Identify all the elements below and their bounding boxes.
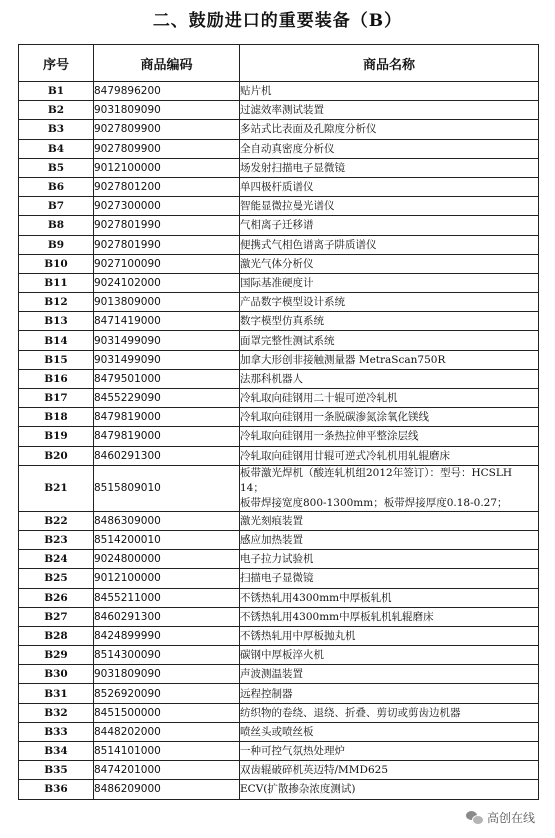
cell-code: 9027100090 bbox=[94, 254, 240, 273]
cell-name: 不锈热轧用4300mm中厚板轧机轧辊磨床 bbox=[240, 607, 539, 626]
cell-name-line: 板带激光焊机（酸连轧机组2012年签订）：型号：HCSLH 14； bbox=[240, 466, 512, 494]
cell-code: 9027809900 bbox=[94, 120, 240, 139]
cell-code: 8448202000 bbox=[94, 722, 240, 741]
table-row bbox=[19, 369, 539, 388]
cell-name: 扫描电子显微镜 bbox=[240, 569, 539, 588]
cell-seq: B2 bbox=[19, 101, 94, 120]
cell-seq: B9 bbox=[19, 235, 94, 254]
cell-code: 9012100000 bbox=[94, 569, 240, 588]
cell-name: 冷轧取向硅钢用一条脱碳渗氮涂氧化镁线 bbox=[240, 408, 539, 427]
table-row bbox=[19, 427, 539, 446]
cell-seq: B4 bbox=[19, 139, 94, 158]
cell-code: 8515809010 bbox=[94, 465, 240, 511]
cell-name: 感应加热装置 bbox=[240, 530, 539, 549]
cell-seq: B29 bbox=[19, 646, 94, 665]
cell-name: 数字模型仿真系统 bbox=[240, 312, 539, 331]
cell-name: 冷轧取向硅钢用二十辊可逆冷轧机 bbox=[240, 389, 539, 408]
cell-name-line: 板带焊接宽度800-1300mm；板带焊接厚度0.18-0.27； bbox=[240, 496, 508, 509]
table-row bbox=[19, 120, 539, 139]
cell-seq: B23 bbox=[19, 530, 94, 549]
cell-seq: B16 bbox=[19, 369, 94, 388]
table-row bbox=[19, 82, 539, 101]
cell-code: 8514101000 bbox=[94, 742, 240, 761]
table-row bbox=[19, 569, 539, 588]
cell-seq: B25 bbox=[19, 569, 94, 588]
cell-name: 场发射扫描电子显微镜 bbox=[240, 158, 539, 177]
table-row bbox=[19, 312, 539, 331]
table-row bbox=[19, 722, 539, 741]
table-header-row bbox=[19, 45, 539, 82]
cell-name: 激光气体分析仪 bbox=[240, 254, 539, 273]
cell-code: 8514300090 bbox=[94, 646, 240, 665]
cell-seq: B13 bbox=[19, 312, 94, 331]
cell-name: 法那科机器人 bbox=[240, 369, 539, 388]
cell-code: 9027809900 bbox=[94, 139, 240, 158]
table-row bbox=[19, 703, 539, 722]
cell-seq: B3 bbox=[19, 120, 94, 139]
table-row bbox=[19, 408, 539, 427]
cell-seq: B26 bbox=[19, 588, 94, 607]
cell-code: 8479819000 bbox=[94, 408, 240, 427]
table-row bbox=[19, 550, 539, 569]
cell-name: 贴片机 bbox=[240, 82, 539, 101]
cell-code: 8486209000 bbox=[94, 780, 240, 799]
cell-name: 声波测温装置 bbox=[240, 665, 539, 684]
cell-seq: B20 bbox=[19, 446, 94, 465]
cell-seq: B21 bbox=[19, 465, 94, 511]
cell-name: 冷轧取向硅钢用一条热拉伸平整涂层线 bbox=[240, 427, 539, 446]
table-row bbox=[19, 177, 539, 196]
cell-name: 碳钢中厚板淬火机 bbox=[240, 646, 539, 665]
cell-code: 9031499090 bbox=[94, 331, 240, 350]
cell-name: 多站式比表面及孔隙度分析仪 bbox=[240, 120, 539, 139]
table-row bbox=[19, 761, 539, 780]
table-row bbox=[19, 350, 539, 369]
cell-code: 8486309000 bbox=[94, 511, 240, 530]
cell-code: 9013809000 bbox=[94, 293, 240, 312]
cell-code: 8479819000 bbox=[94, 427, 240, 446]
cell-seq: B36 bbox=[19, 780, 94, 799]
equipment-table bbox=[18, 44, 539, 800]
watermark bbox=[466, 809, 535, 826]
cell-seq: B1 bbox=[19, 82, 94, 101]
table-row bbox=[19, 139, 539, 158]
cell-seq: B33 bbox=[19, 722, 94, 741]
table-row bbox=[19, 665, 539, 684]
cell-seq: B32 bbox=[19, 703, 94, 722]
table-row bbox=[19, 216, 539, 235]
header-code: 商品编码 bbox=[94, 45, 240, 82]
cell-code: 8471419000 bbox=[94, 312, 240, 331]
table-row bbox=[19, 646, 539, 665]
table-row bbox=[19, 254, 539, 273]
cell-seq: B19 bbox=[19, 427, 94, 446]
cell-name: 气相离子迁移谱 bbox=[240, 216, 539, 235]
cell-seq: B11 bbox=[19, 273, 94, 292]
cell-name: 一种可控气氛热处理炉 bbox=[240, 742, 539, 761]
cell-code: 9027801200 bbox=[94, 177, 240, 196]
cell-seq: B28 bbox=[19, 626, 94, 645]
cell-name: 远程控制器 bbox=[240, 684, 539, 703]
cell-seq: B24 bbox=[19, 550, 94, 569]
cell-seq: B18 bbox=[19, 408, 94, 427]
cell-name: 全自动真密度分析仪 bbox=[240, 139, 539, 158]
cell-code: 9012100000 bbox=[94, 158, 240, 177]
watermark-text: 高创在线 bbox=[486, 811, 535, 825]
table-row bbox=[19, 626, 539, 645]
cell-seq: B12 bbox=[19, 293, 94, 312]
cell-code: 9031499090 bbox=[94, 350, 240, 369]
table-row bbox=[19, 511, 539, 530]
cell-code: 8479501000 bbox=[94, 369, 240, 388]
cell-seq: B7 bbox=[19, 197, 94, 216]
cell-name: 智能显微拉曼光谱仪 bbox=[240, 197, 539, 216]
cell-seq: B17 bbox=[19, 389, 94, 408]
cell-seq: B22 bbox=[19, 511, 94, 530]
cell-name: 激光刻痕装置 bbox=[240, 511, 539, 530]
cell-name: ECV(扩散掺杂浓度测试) bbox=[240, 780, 539, 799]
table-row bbox=[19, 273, 539, 292]
page-title: 二、鼓励进口的重要装备（B） bbox=[152, 11, 403, 31]
table-row bbox=[19, 389, 539, 408]
cell-code: 8451500000 bbox=[94, 703, 240, 722]
cell-code: 9027300000 bbox=[94, 197, 240, 216]
cell-name: 电子拉力试验机 bbox=[240, 550, 539, 569]
cell-seq: B5 bbox=[19, 158, 94, 177]
cell-name: 不锈热轧用中厚板抛丸机 bbox=[240, 626, 539, 645]
cell-name bbox=[240, 465, 539, 511]
cell-name: 不锈热轧用4300mm中厚板轧机 bbox=[240, 588, 539, 607]
cell-code: 8479896200 bbox=[94, 82, 240, 101]
header-seq: 序号 bbox=[19, 45, 94, 82]
cell-code: 9024102000 bbox=[94, 273, 240, 292]
cell-name: 加拿大形创非接触测量器 MetraScan750R bbox=[240, 350, 539, 369]
table-row bbox=[19, 742, 539, 761]
cell-seq: B34 bbox=[19, 742, 94, 761]
cell-code: 9027801990 bbox=[94, 235, 240, 254]
cell-code: 9027801990 bbox=[94, 216, 240, 235]
cell-seq: B35 bbox=[19, 761, 94, 780]
cell-name: 国际基准硬度计 bbox=[240, 273, 539, 292]
cell-name: 冷轧取向硅钢用廿辊可逆式冷轧机用轧辊磨床 bbox=[240, 446, 539, 465]
cell-code: 9031809090 bbox=[94, 665, 240, 684]
cell-seq: B10 bbox=[19, 254, 94, 273]
cell-seq: B31 bbox=[19, 684, 94, 703]
table-row bbox=[19, 780, 539, 799]
cell-code: 8460291300 bbox=[94, 607, 240, 626]
table-body bbox=[19, 82, 539, 800]
cell-name: 纺织物的卷绕、退绕、折叠、剪切或剪齿边机器 bbox=[240, 703, 539, 722]
table-row bbox=[19, 293, 539, 312]
wechat-icon bbox=[466, 811, 482, 825]
cell-code: 8455211000 bbox=[94, 588, 240, 607]
cell-seq: B30 bbox=[19, 665, 94, 684]
cell-name: 便携式气相色谱离子阱质谱仪 bbox=[240, 235, 539, 254]
cell-name: 过滤效率测试装置 bbox=[240, 101, 539, 120]
cell-code: 8526920090 bbox=[94, 684, 240, 703]
table-row bbox=[19, 530, 539, 549]
cell-code: 8460291300 bbox=[94, 446, 240, 465]
cell-code: 8514200010 bbox=[94, 530, 240, 549]
cell-code: 8455229090 bbox=[94, 389, 240, 408]
cell-seq: B6 bbox=[19, 177, 94, 196]
table-row bbox=[19, 197, 539, 216]
cell-name: 产品数字模型设计系统 bbox=[240, 293, 539, 312]
cell-seq: B15 bbox=[19, 350, 94, 369]
cell-seq: B14 bbox=[19, 331, 94, 350]
cell-name: 单四极杆质谱仪 bbox=[240, 177, 539, 196]
table-row bbox=[19, 235, 539, 254]
table-row bbox=[19, 607, 539, 626]
cell-seq: B8 bbox=[19, 216, 94, 235]
table-row bbox=[19, 465, 539, 511]
table-row bbox=[19, 684, 539, 703]
cell-code: 9031809090 bbox=[94, 101, 240, 120]
table-row bbox=[19, 101, 539, 120]
cell-name: 喷丝头或喷丝板 bbox=[240, 722, 539, 741]
table-row bbox=[19, 331, 539, 350]
cell-code: 8474201000 bbox=[94, 761, 240, 780]
cell-name: 面罩完整性测试系统 bbox=[240, 331, 539, 350]
cell-seq: B27 bbox=[19, 607, 94, 626]
cell-code: 8424899990 bbox=[94, 626, 240, 645]
cell-name: 双齿辊破碎机英迈特/MMD625 bbox=[240, 761, 539, 780]
table-row bbox=[19, 158, 539, 177]
header-name: 商品名称 bbox=[240, 45, 539, 82]
table-row bbox=[19, 588, 539, 607]
cell-code: 9024800000 bbox=[94, 550, 240, 569]
table-row bbox=[19, 446, 539, 465]
